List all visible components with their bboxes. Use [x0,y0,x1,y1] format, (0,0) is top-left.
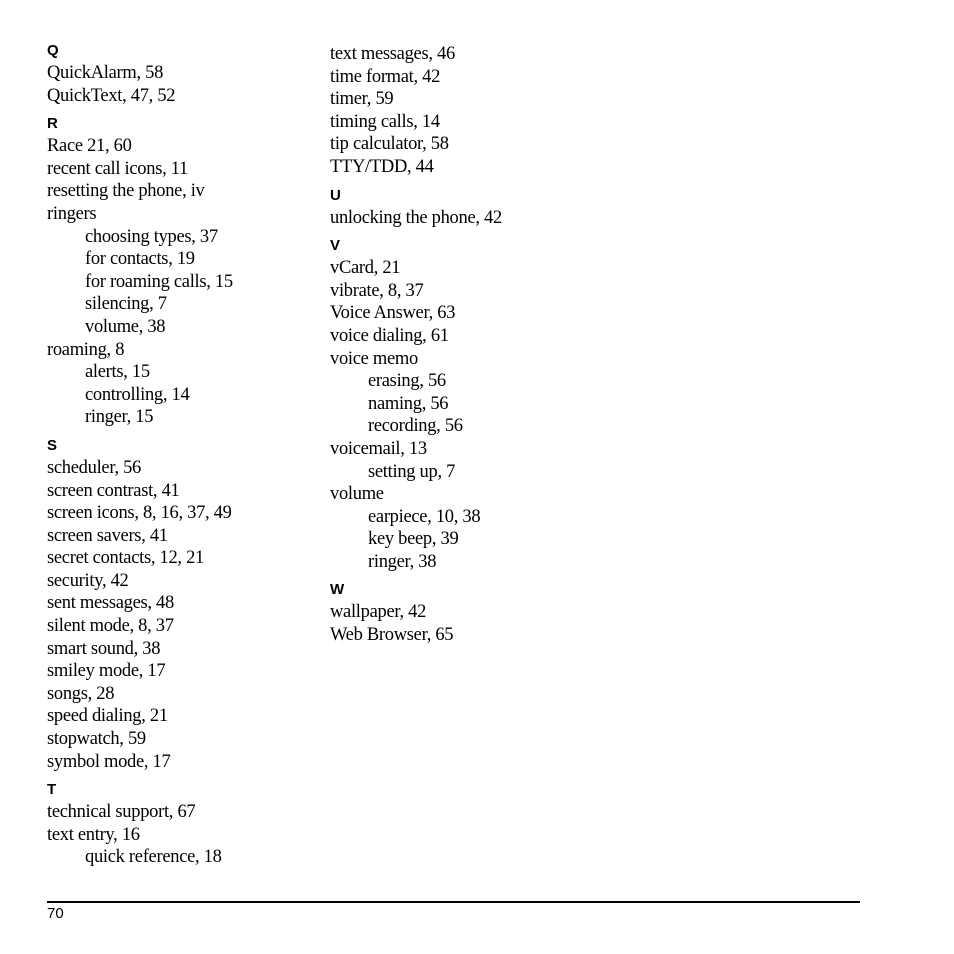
index-subentry: for roaming calls, 15 [85,271,233,292]
index-entry: voice memo [330,348,418,369]
section-letter: V [330,237,341,255]
index-subentry: naming, 56 [368,393,449,414]
index-entry: smiley mode, 17 [47,661,166,682]
index-section [47,438,307,773]
index-entry: time format, 42 [330,66,441,87]
index-entry: screen icons, 8, 16, 37, 49 [47,503,232,524]
index-section [330,43,590,179]
section-letter: W [330,581,345,599]
index-entry: volume [330,484,384,505]
index-entry: voicemail, 13 [330,438,427,459]
index-subentry: key beep, 39 [368,529,459,550]
index-entry: sent messages, 48 [47,593,174,614]
index-section [330,238,590,573]
index-entry: timing calls, 14 [330,111,440,132]
index-entry: technical support, 67 [47,802,196,823]
index-subentry: recording, 56 [368,416,463,437]
index-entry: smart sound, 38 [47,638,161,659]
index-entry: songs, 28 [47,683,115,704]
index-subentry: silencing, 7 [85,294,167,315]
index-entry: screen savers, 41 [47,525,168,546]
index-entry: vCard, 21 [330,258,401,279]
index-subentry: quick reference, 18 [85,847,222,868]
index-subentry: controlling, 14 [85,384,190,405]
index-section [47,782,307,869]
index-entry: wallpaper, 42 [330,602,427,623]
index-entry: Race 21, 60 [47,136,132,157]
index-entry: screen contrast, 41 [47,480,180,501]
index-entry: vibrate, 8, 37 [330,280,424,301]
index-entry: tip calculator, 58 [330,134,449,155]
index-entry: silent mode, 8, 37 [47,616,174,637]
index-subentry: ringer, 15 [85,407,154,428]
index-section [47,43,307,107]
index-subentry: setting up, 7 [368,461,456,482]
index-entry: Voice Answer, 63 [330,303,456,324]
index-entry: secret contacts, 12, 21 [47,548,204,569]
index-entry: security, 42 [47,570,129,591]
index-entry: ringers [47,203,97,224]
index-entry: recent call icons, 11 [47,158,188,179]
index-entry: TTY/TDD, 44 [330,156,434,177]
section-letter: U [330,186,341,204]
index-section [47,116,307,429]
index-entry: roaming, 8 [47,339,125,360]
index-entry: QuickText, 47, 52 [47,85,176,106]
index-entry: resetting the phone, iv [47,181,205,202]
index-subentry: ringer, 38 [368,551,437,572]
index-entry: text entry, 16 [47,824,140,845]
footer-rule [47,901,860,903]
index-entry: QuickAlarm, 58 [47,63,164,83]
index-subentry: for contacts, 19 [85,249,195,270]
index-subentry: earpiece, 10, 38 [368,506,481,527]
section-letter: T [47,781,57,799]
index-entry: Web Browser, 65 [330,625,454,646]
index-column-left [47,43,307,869]
section-letter: S [47,436,58,454]
index-column-right [330,43,590,647]
index-subentry: erasing, 56 [368,371,446,392]
index-entry: symbol mode, 17 [47,751,171,772]
index-subentry: choosing types, 37 [85,226,218,247]
index-subentry: volume, 38 [85,316,166,337]
index-entry: unlocking the phone, 42 [330,207,502,228]
index-entry: text messages, 46 [330,44,455,64]
index-entry: scheduler, 56 [47,457,141,478]
index-entry: timer, 59 [330,89,394,110]
section-letter: R [47,115,58,133]
index-entry: stopwatch, 59 [47,729,146,750]
index-section [330,582,590,646]
page-number: 70 [47,905,64,922]
index-subentry: alerts, 15 [85,362,150,383]
index-entry: speed dialing, 21 [47,706,168,727]
index-entry: voice dialing, 61 [330,325,449,346]
section-letter: Q [47,42,59,59]
index-section [330,188,590,230]
